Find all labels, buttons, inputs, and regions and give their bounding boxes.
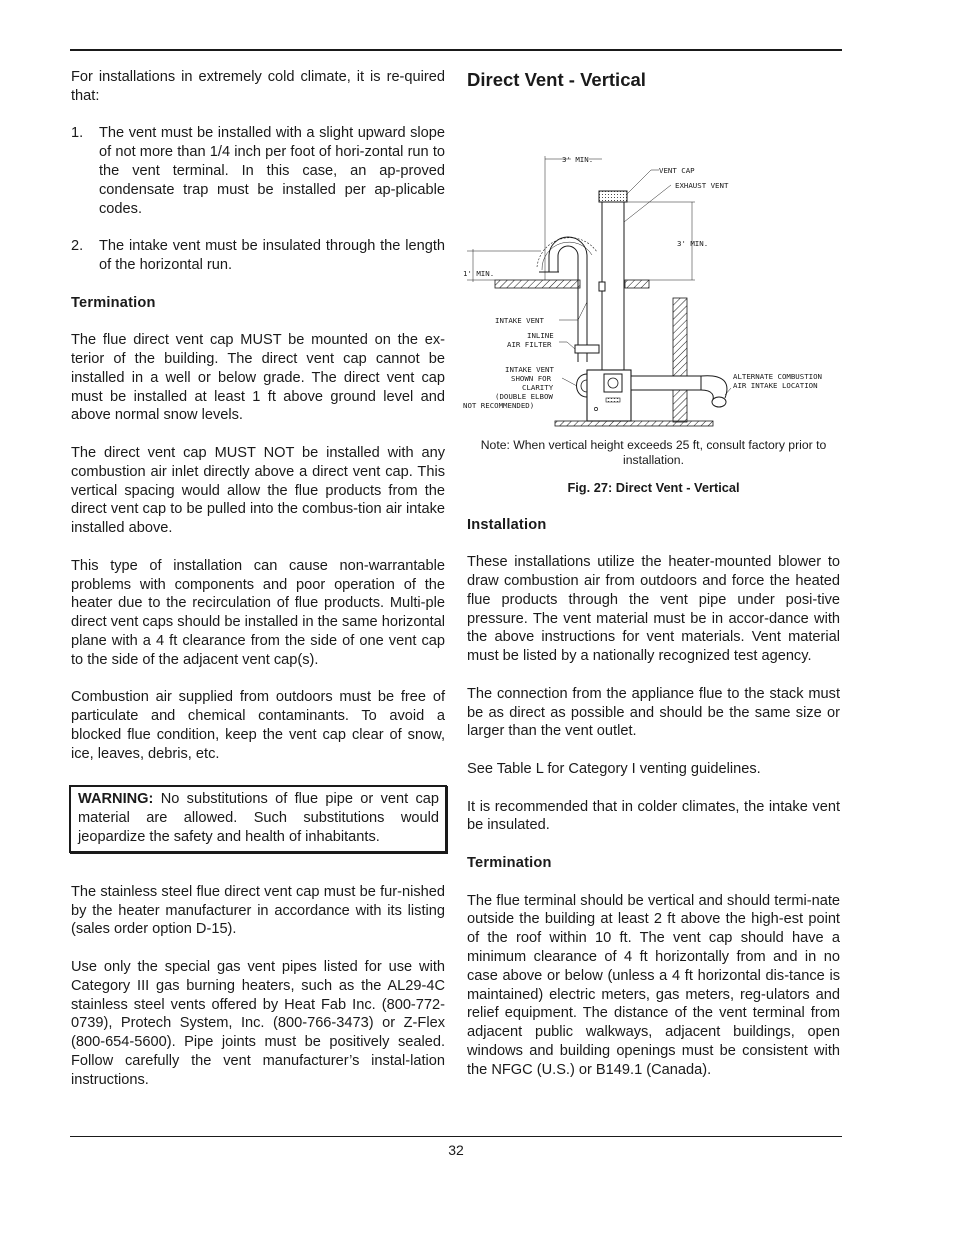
label-1ft: 1' MIN. [463, 269, 495, 278]
label-intake-shown: INTAKE VENT [505, 365, 554, 374]
termination-paragraph: The flue terminal should be vertical and should termi-nate outside the building at least 2 ft above the high-est point of the roof within 10 ft. The vent cap should have a minimum clearance of 4 ft horizontally from and in no case above or below (unless a 4 ft horizontal dis-tance is maintained) electric meters, gas meters, reg-ulators and relief equipment. The distance of the vent terminal from adjacent public walkways, adjacent buildings, open windows and building openings must be consistent with the NFGC (U.S.) or B149.1 (Canada). [467, 892, 840, 1078]
label-intake-vent: INTAKE VENT [495, 316, 544, 325]
termination-heading: Termination [71, 294, 156, 311]
right-column [463, 68, 840, 1098]
warning-text: No substitutions of flue pipe or vent cap material are allowed. Such substitutions would jeopardize the safety and health of inhabitants. [78, 791, 439, 846]
installation-paragraph: See Table L for Category I venting guidelines. [467, 760, 761, 777]
roof-slab-left [495, 280, 580, 288]
roof-slab-right [625, 280, 649, 288]
list-item: 2. The intake vent must be insulated through the length of the horizontal run. [71, 238, 445, 273]
figure-note: Note: When vertical height exceeds 25 ft, consult factory prior to installation. [480, 438, 827, 468]
label-intake-shown: (DOUBLE ELBOW [495, 392, 553, 401]
label-alternate-intake: AIR INTAKE LOCATION [733, 381, 818, 390]
intro-paragraph: For installations in extremely cold climate, it is re-quired that: [71, 69, 445, 104]
label-air-filter: AIR FILTER [507, 340, 552, 349]
termination-paragraph: Combustion air supplied from outdoors must be free of particulate and chemical contaminants. To avoid a blocked flue condition, keep the vent cap clear of snow, ice, leaves, debris, etc. [71, 689, 445, 762]
label-intake-shown: SHOWN FOR [511, 374, 552, 383]
warning-label: WARNING: [78, 791, 154, 808]
stainless-paragraph: The stainless steel flue direct vent cap must be fur-nished by the heater manufacturer in accordance with its listing (sales order option D-15). [71, 883, 445, 938]
vent-pipes-paragraph: Use only the special gas vent pipes listed for use with Category III gas burning heaters, such as the AL29-4C stainless steel vents offered by Heat Fab Inc. (800-772-0739), Protech System, Inc. (800-766-3473) or Z-Flex (800-654-5600). Pipe joints must be positively sealed. Follow carefully the vent manufacturer’s instal-lation instructions. [71, 959, 445, 1088]
left-column [71, 68, 445, 1108]
installation-paragraph: The connection from the appliance flue to the stack must be as direct as possible and should be the same size or larger than the vent outlet. [467, 685, 840, 740]
warning-box [69, 785, 447, 852]
alternate-intake-elbow [701, 376, 727, 398]
label-3ft-side: 3' MIN. [677, 239, 709, 248]
label-3ft-top: 3' MIN. [562, 155, 594, 164]
label-vent-cap: VENT CAP [659, 166, 695, 175]
label-intake-shown: NOT RECOMMENDED) [463, 401, 535, 410]
label-intake-shown: CLARITY [522, 383, 554, 392]
label-inline: INLINE [527, 331, 554, 340]
installation-heading: Installation [467, 516, 547, 533]
requirements-list [71, 124, 445, 274]
vent-cap [599, 191, 627, 202]
termination-paragraph: The direct vent cap MUST NOT be installed with any combustion air inlet directly above a direct vent cap. This vertical spacing would allow the flue products from the direct vent cap to be pulled into the combus-tion air intake installed above. [71, 444, 445, 537]
figure-caption: Fig. 27: Direct Vent - Vertical [567, 479, 740, 495]
building-wall [673, 298, 687, 422]
inline-air-filter [575, 345, 599, 353]
header-rule [70, 49, 842, 51]
termination-paragraph: The flue direct vent cap MUST be mounted on the ex-terior of the building. The direct vent cap cannot be installed in a well or below grade. The direct vent cap must be installed at least 1 ft above ground level and above normal snow levels. [71, 332, 445, 424]
label-exhaust-vent: EXHAUST VENT [675, 181, 729, 190]
termination-heading: Termination [467, 854, 552, 871]
footer-rule [70, 1136, 842, 1137]
termination-paragraph: This type of installation can cause non-warrantable problems with components and poor operation of the heater due to the recirculation of flue products. Multi-ple direct vent caps should be installed in the same horizontal plane with a 4 ft clearance from the side of one vent cap to the side of the adjacent vent cap(s). [71, 557, 445, 668]
installation-paragraph: It is recommended that in colder climates, the intake vent be insulated. [467, 798, 840, 834]
list-item: 1. The vent must be installed with a slight upward slope of not more than 1/4 inch per foot of hori-zontal run to the vent terminal. In this case, an ap-proved condensate trap must be installed per ap-plicable codes. [71, 125, 445, 217]
intake-vent-elbow [549, 237, 587, 362]
section-title: Direct Vent - Vertical [467, 69, 646, 90]
direct-vent-diagram [463, 112, 843, 410]
page-number: 32 [448, 1142, 464, 1158]
floor-slab [555, 421, 713, 426]
installation-paragraph: These installations utilize the heater-mounted blower to draw combustion air from outdoors and force the heated flue products through the vent pipe under posi-tive pressure. The vent material must be in accor-dance with the above instructions for vent materials. Vent material must be listed by a nationally recognized test agency. [467, 554, 840, 665]
label-alternate-intake: ALTERNATE COMBUSTION [733, 372, 822, 381]
